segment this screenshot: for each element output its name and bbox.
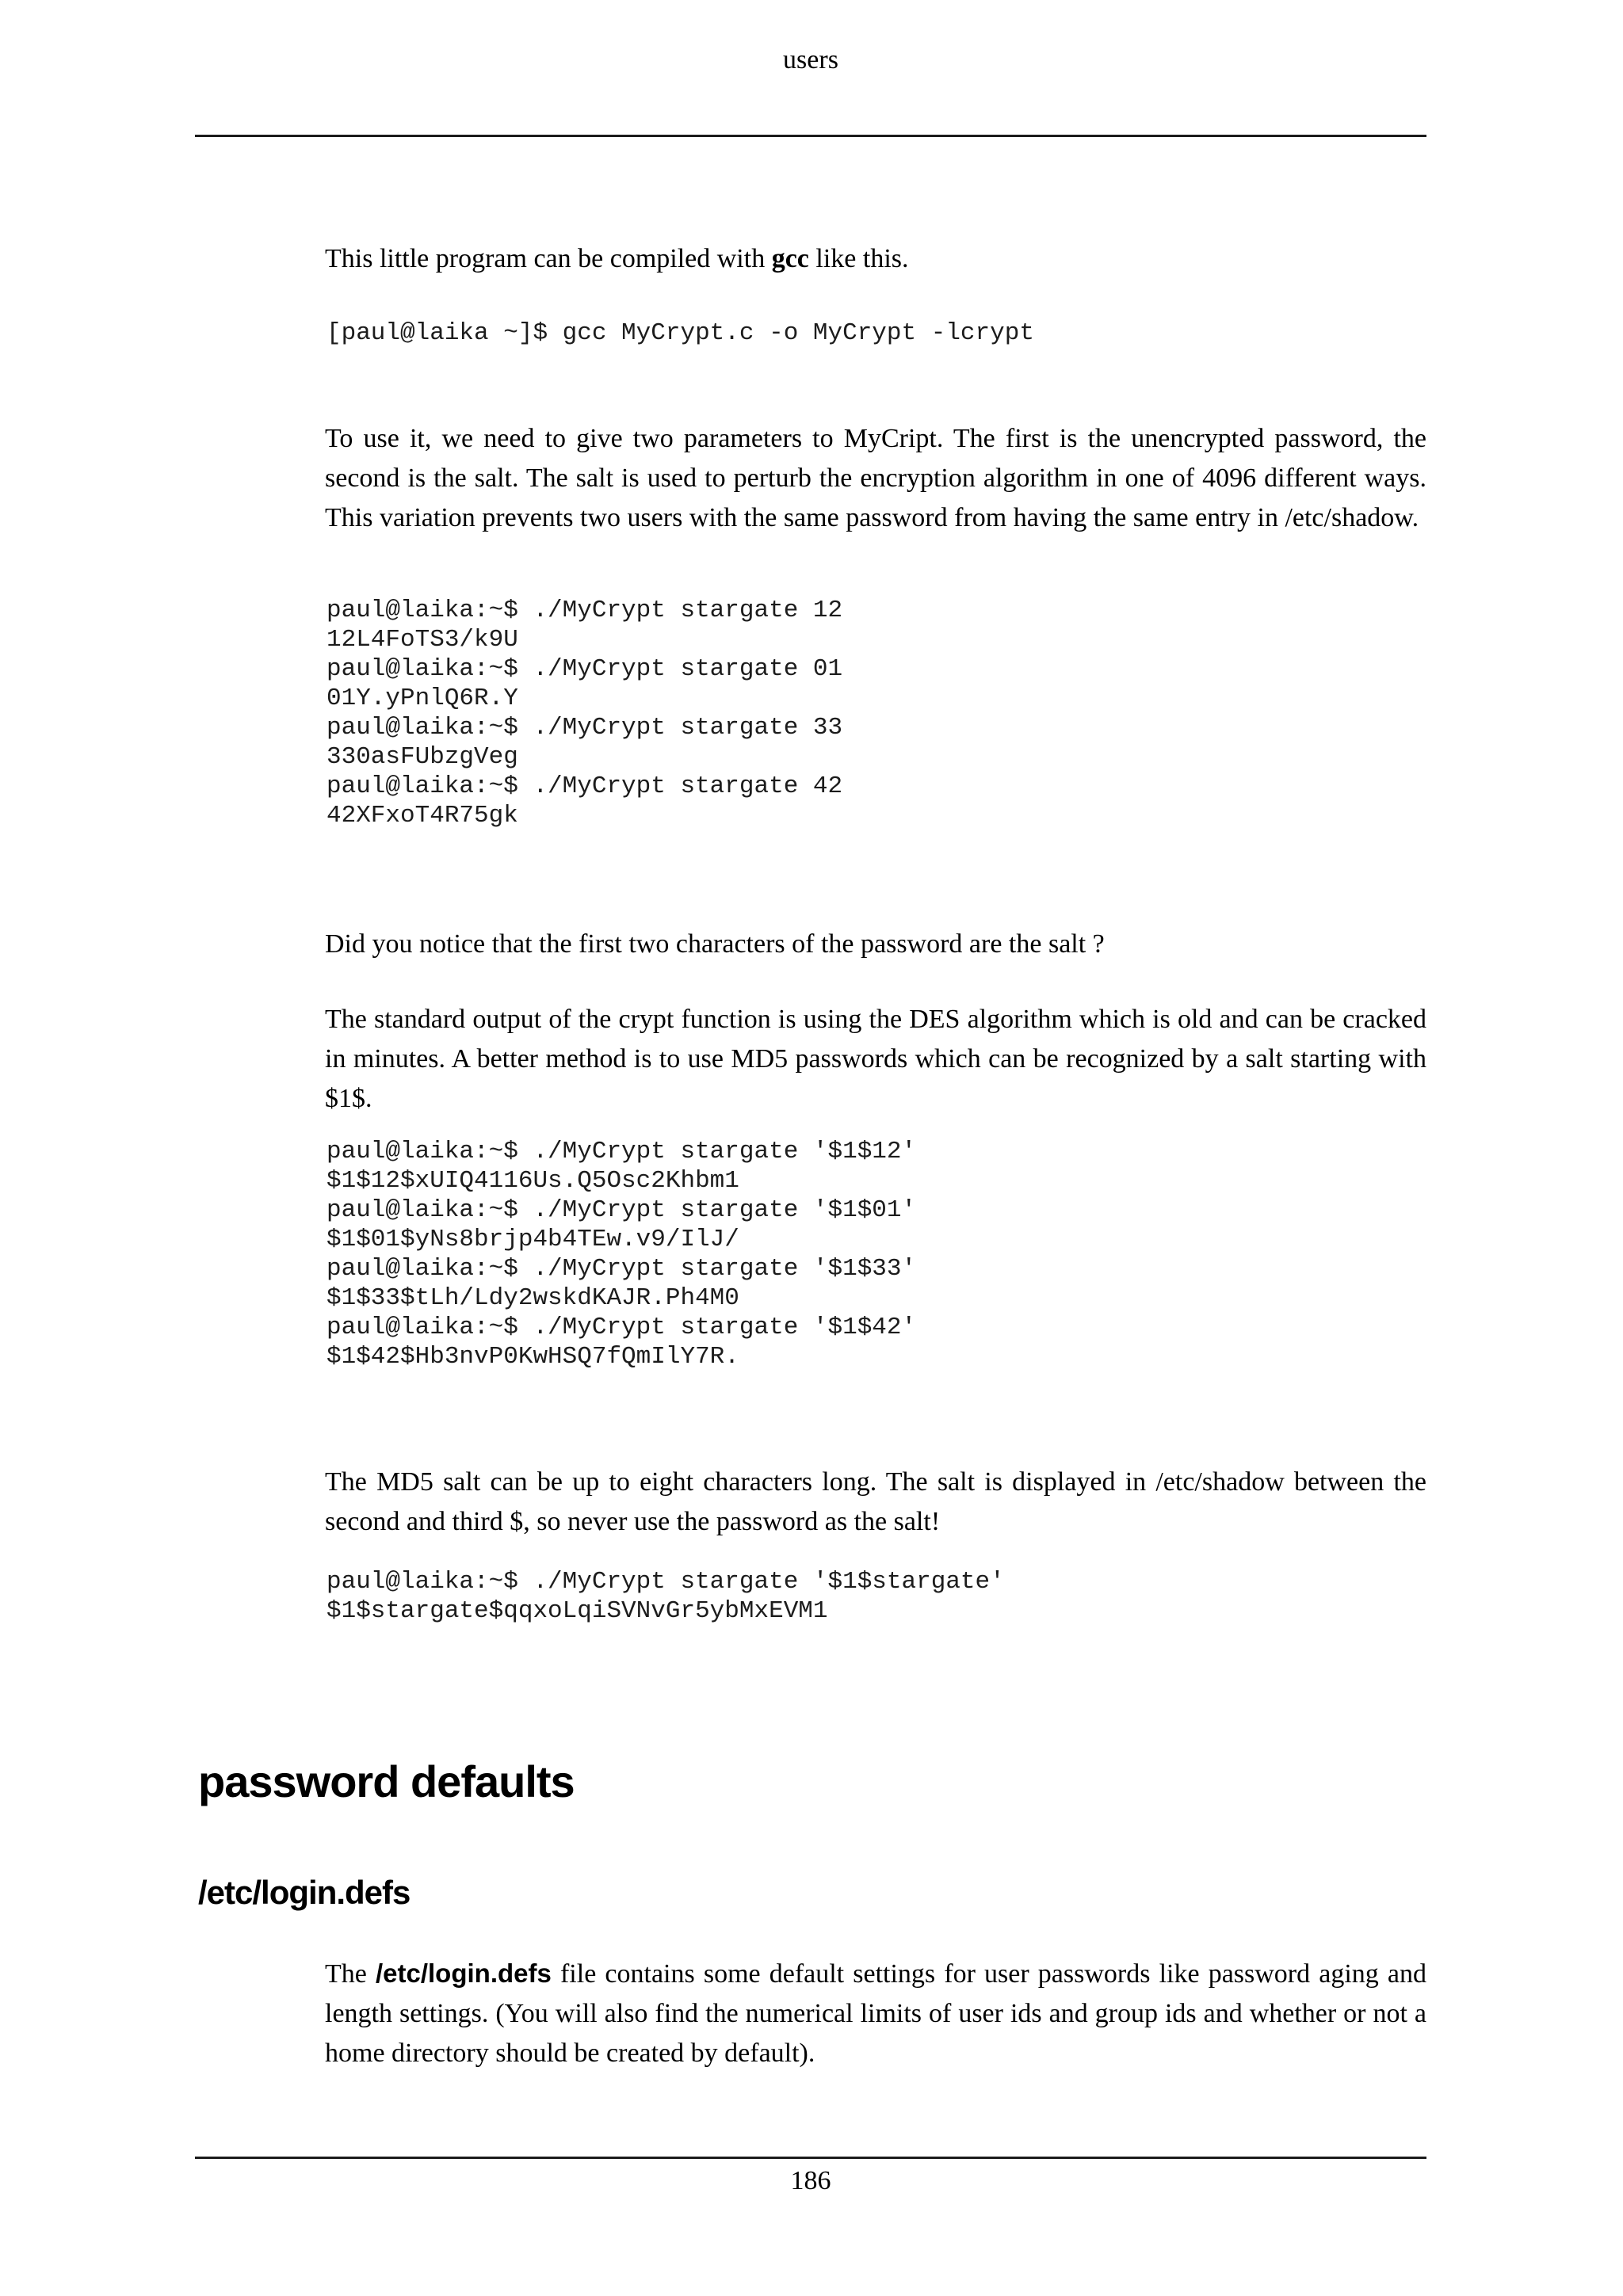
paragraph-usage: To use it, we need to give two parameters to MyCript. The first is the unencrypted password, the second is the salt. The salt is used to perturb the encryption algorithm in one of 4096 different ways. This variation prevents two users with the same password from having the same entry in /etc/shadow. <box>325 424 1426 532</box>
code-line: paul@laika:~$ ./MyCrypt stargate 42 <box>327 772 843 800</box>
code-line: paul@laika:~$ ./MyCrypt stargate '$1$01' <box>327 1196 917 1224</box>
code-line: 01Y.yPnlQ6R.Y <box>327 685 518 712</box>
text-run: This little program can be compiled with <box>325 244 772 273</box>
paragraph-standard-output: The standard output of the crypt function is using the DES algorithm which is old and can be cracked in minutes. A better method is to use MD5 passwords which can be recognized by a salt starting with $1$. <box>325 1005 1426 1113</box>
page-number: 186 <box>790 2166 831 2195</box>
inline-bold-gcc: gcc <box>771 244 809 273</box>
code-line: paul@laika:~$ ./MyCrypt stargate 33 <box>327 714 843 742</box>
paragraph-intro <box>325 239 1426 279</box>
code-line: $1$33$tLh/Ldy2wskdKAJR.Ph4M0 <box>327 1284 739 1312</box>
section-heading-password-defaults: password defaults <box>198 1756 575 1806</box>
code-block-md5-examples <box>327 1137 916 1371</box>
code-line: paul@laika:~$ ./MyCrypt stargate '$1$stargate' <box>327 1568 1005 1596</box>
text-run: like this. <box>808 244 909 273</box>
code-line: $1$12$xUIQ4116Us.Q5Osc2Khbm1 <box>327 1167 739 1195</box>
inline-bold-etc-login-defs: /etc/login.defs <box>375 1958 552 1988</box>
code-line: $1$42$Hb3nvP0KwHSQ7fQmIlY7R. <box>327 1343 739 1371</box>
text-run: The <box>325 1959 376 1989</box>
header-rule <box>195 135 1426 137</box>
code-line: paul@laika:~$ ./MyCrypt stargate '$1$33' <box>327 1255 917 1283</box>
code-line: 330asFUbzgVeg <box>327 743 518 771</box>
code-block-compile <box>327 318 1034 348</box>
subsection-heading-etc-login-defs: /etc/login.defs <box>198 1873 411 1911</box>
code-line: 12L4FoTS3/k9U <box>327 626 518 654</box>
footer-rule <box>195 2157 1426 2159</box>
code-line: 42XFxoT4R75gk <box>327 802 518 830</box>
code-line: paul@laika:~$ ./MyCrypt stargate '$1$42' <box>327 1314 917 1341</box>
code-line: [paul@laika ~]$ gcc MyCrypt.c -o MyCrypt -lcrypt <box>327 319 1034 347</box>
code-line: paul@laika:~$ ./MyCrypt stargate 12 <box>327 597 843 624</box>
code-line: $1$stargate$qqxoLqiSVNvGr5ybMxEVM1 <box>327 1597 828 1625</box>
code-line: paul@laika:~$ ./MyCrypt stargate 01 <box>327 655 843 683</box>
code-line: $1$01$yNs8brjp4b4TEw.v9/IlJ/ <box>327 1226 739 1253</box>
code-block-stargate-salt <box>327 1567 1005 1626</box>
text-run: file contains some default settings for user passwords like password aging and length settings. (You will also find the numerical limits of user ids and group ids and whether or not a home directory should be created by default). <box>325 1959 1426 2068</box>
code-line: paul@laika:~$ ./MyCrypt stargate '$1$12' <box>327 1138 917 1165</box>
code-block-des-examples <box>327 596 842 830</box>
paragraph-md5-salt: The MD5 salt can be up to eight characters long. The salt is displayed in /etc/shadow between the second and third $, so never use the password as the salt! <box>325 1467 1426 1536</box>
paragraph-notice: Did you notice that the first two characters of the password are the salt ? <box>325 929 1105 959</box>
running-header-title: users <box>783 45 838 74</box>
paragraph-login-defs <box>325 1954 1426 2073</box>
